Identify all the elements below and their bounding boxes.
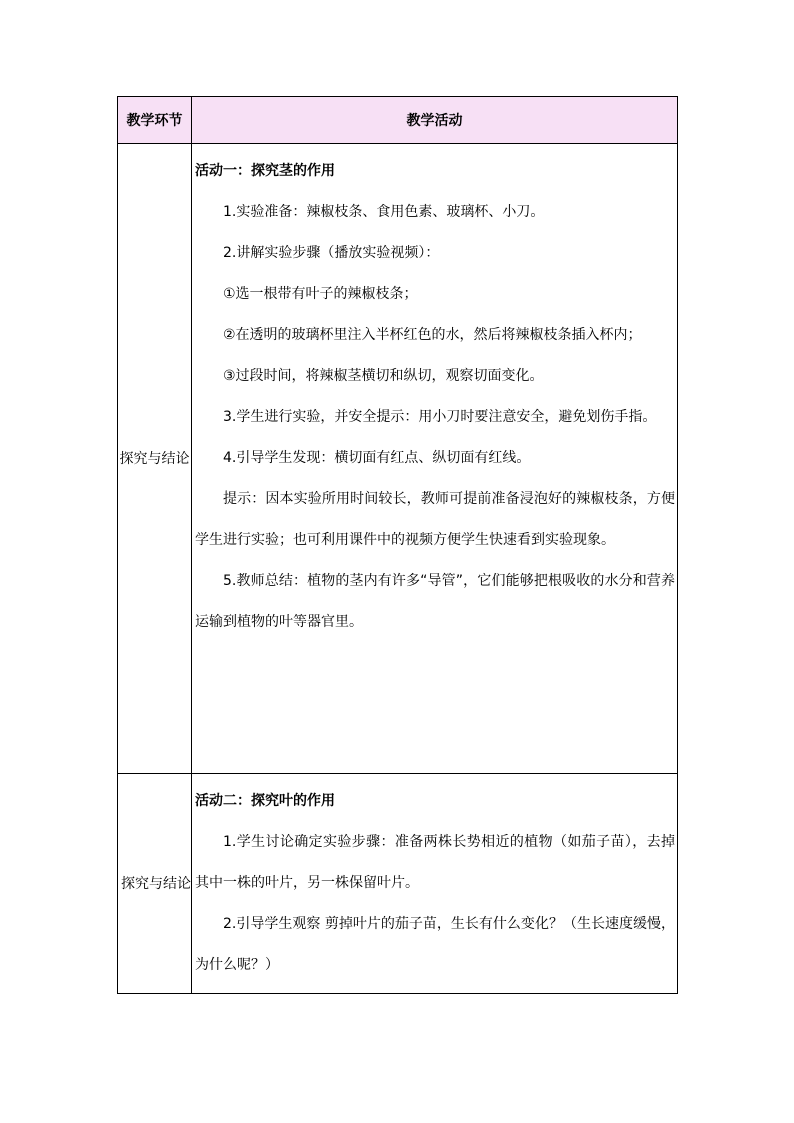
table-row — [118, 774, 678, 994]
stage-cell — [118, 144, 192, 774]
activity-paragraph: ②在透明的玻璃杯里注入半杯红色的水，然后将辣椒枝条插入杯内； — [223, 327, 642, 343]
stage-cell — [118, 774, 192, 994]
activity-paragraph: ①选一根带有叶子的辣椒枝条； — [223, 286, 418, 302]
lesson-plan-table — [117, 96, 678, 994]
activity-paragraph: 2.讲解实验步骤（播放实验视频）： — [223, 245, 440, 261]
activity-cell — [192, 774, 678, 994]
header-activity: 教学活动 — [192, 97, 678, 144]
activity-title: 活动一：探究茎的作用 — [195, 163, 335, 179]
activity-paragraph: 5.教师总结：植物的茎内有许多“导管”，它们能够把根吸收的水分和营养运输到植物的叶等器官里。 — [195, 573, 675, 630]
activity-paragraph: 2.引导学生观察 剪掉叶片的茄子苗，生长有什么变化？（生长速度缓慢，为什么呢？） — [195, 916, 675, 973]
stage-label: 探究与结论 — [119, 450, 190, 467]
activity-paragraph: 1.学生讨论确定实验步骤：准备两株长势相近的植物（如茄子苗），去掉其中一株的叶片，另一株保留叶片。 — [195, 834, 675, 891]
activity-cell — [192, 144, 678, 774]
activity-title: 活动二：探究叶的作用 — [195, 793, 335, 809]
stage-label: 探究与结论 — [121, 875, 191, 892]
table-row — [118, 144, 678, 774]
activity-paragraph: ③过段时间，将辣椒茎横切和纵切，观察切面变化。 — [223, 368, 544, 384]
table-header-row — [118, 97, 678, 144]
activity-paragraph: 3.学生进行实验，并安全提示：用小刀时要注意安全，避免划伤手指。 — [223, 409, 657, 425]
activity-paragraph: 4.引导学生发现：横切面有红点、纵切面有红线。 — [223, 450, 531, 466]
activity-paragraph: 1.实验准备：辣椒枝条、食用色素、玻璃杯、小刀。 — [223, 204, 545, 220]
activity-paragraph: 提示：因本实验所用时间较长，教师可提前准备浸泡好的辣椒枝条，方便学生进行实验；也可利用课件中的视频方便学生快速看到实验现象。 — [195, 491, 675, 548]
header-stage: 教学环节 — [118, 97, 192, 144]
